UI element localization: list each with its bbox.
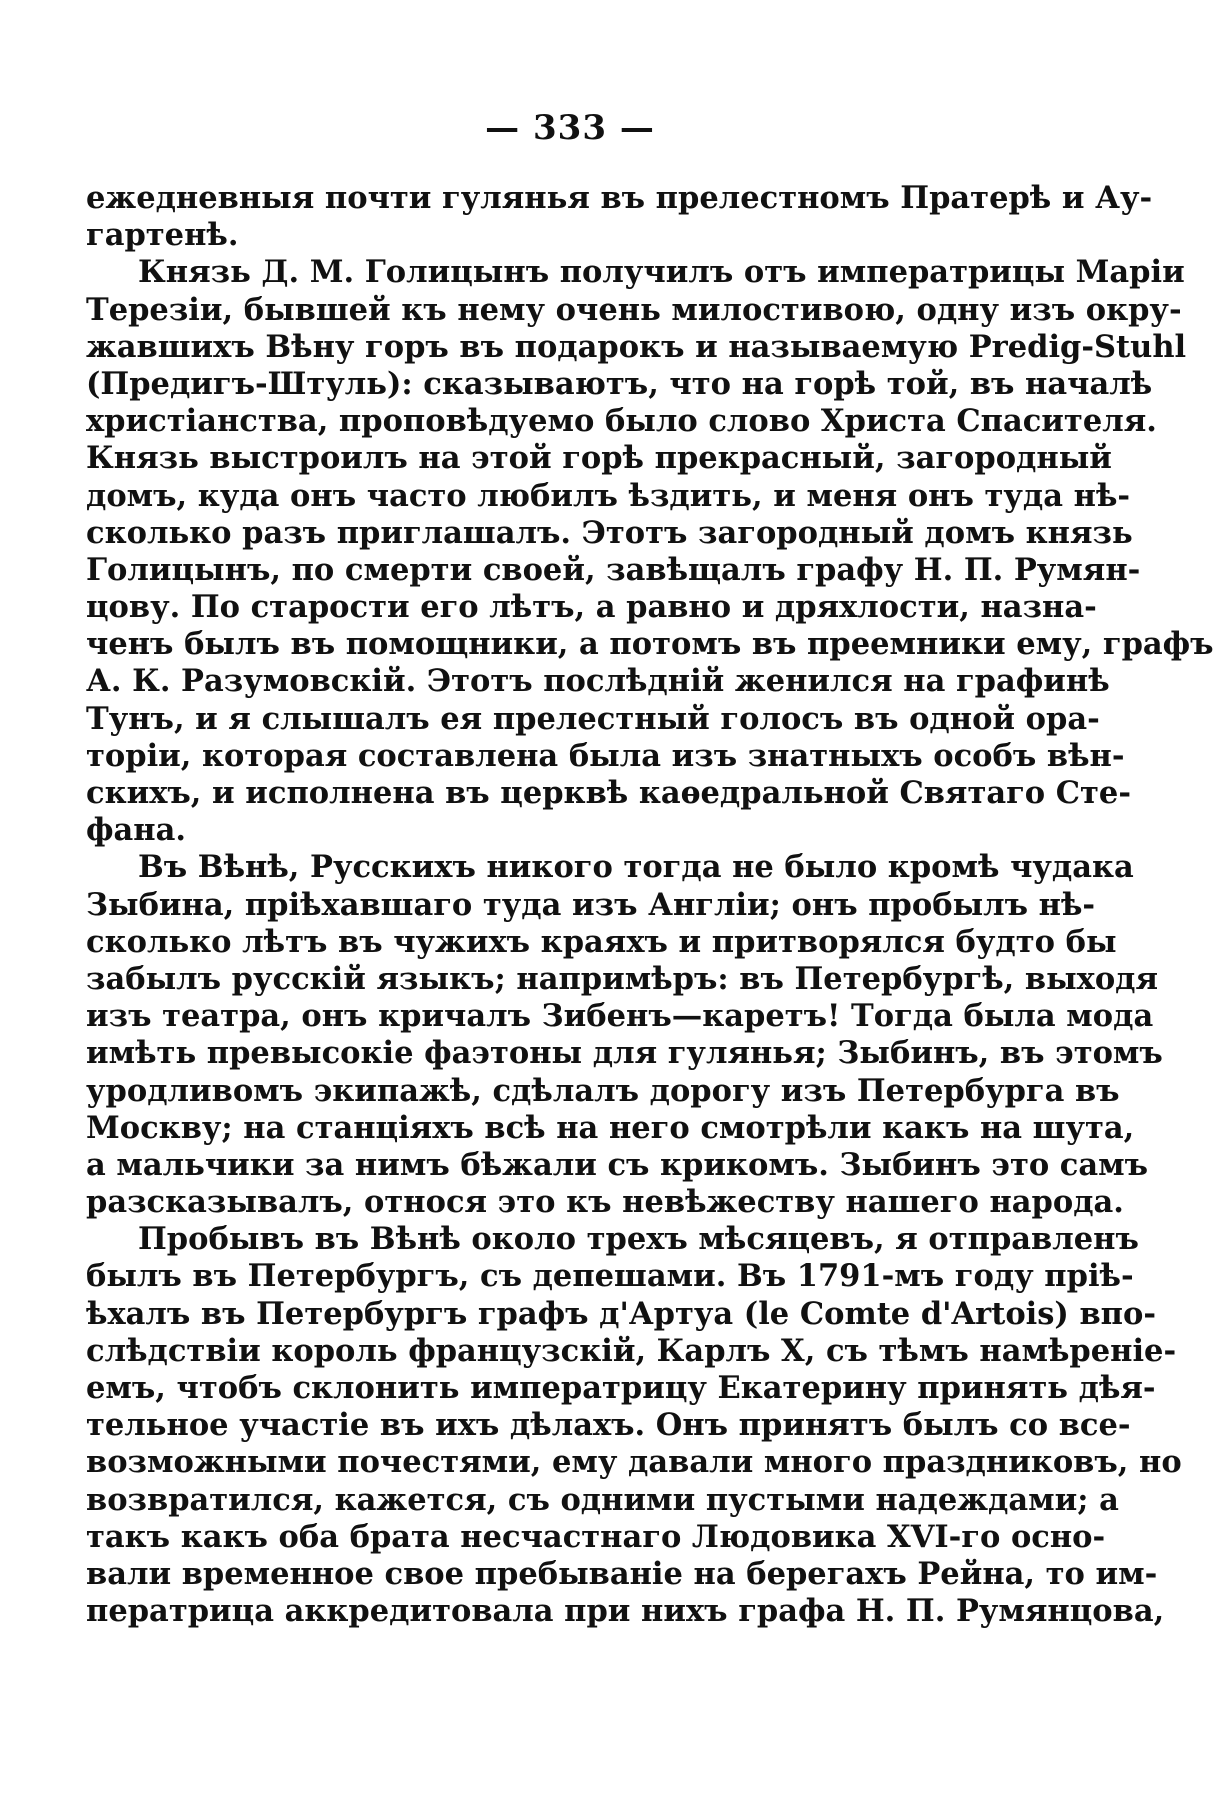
text-line: фана. <box>86 812 186 849</box>
text-line: забылъ русскій языкъ; напримѣръ: въ Петербургѣ, выходя <box>86 960 1159 997</box>
text-line: сколько лѣтъ въ чужихъ краяхъ и притворялся будто бы <box>86 923 1117 960</box>
text-line: скихъ, и исполнена въ церквѣ каѳедральной Святаго Сте- <box>86 775 1131 811</box>
text-line: Москву; на станціяхъ всѣ на него смотрѣли какъ на шута, <box>86 1109 1135 1146</box>
text-line: Князь выстроилъ на этой горѣ прекрасный, загородный <box>86 440 1112 477</box>
text-line: ператрица аккредитовала при нихъ графа Н. П. Румянцова, <box>86 1593 1165 1630</box>
text-line: изъ театра, онъ кричалъ Зибенъ—каретъ! Тогда была мода <box>86 998 1154 1035</box>
paragraph <box>86 254 1214 849</box>
text-line: имѣть превысокіе фаэтоны для гулянья; Зыбинъ, въ этомъ <box>86 1035 1163 1072</box>
text-line: ежедневныя почти гулянья въ прелестномъ Пратерѣ и Ау- <box>86 180 1153 216</box>
text-line: уродливомъ экипажѣ, сдѣлалъ дорогу изъ Петербурга въ <box>86 1072 1120 1109</box>
text-line: сколько разъ приглашалъ. Этотъ загородный домъ князь <box>86 514 1133 551</box>
text-line: былъ въ Петербургъ, съ депешами. Въ 1791-мъ году пріѣ- <box>86 1258 1134 1295</box>
text-line: жавшихъ Вѣну горъ въ подарокъ и называемую Predig-Stuhl <box>86 328 1187 365</box>
text-line: цову. По старости его лѣтъ, а равно и дряхлости, назна- <box>86 589 1097 626</box>
text-line: такъ какъ оба брата несчастнаго Людовика XVI-го осно- <box>86 1518 1106 1555</box>
text-line: Голицынъ, по смерти своей, завѣщалъ графу Н. П. Румян- <box>86 551 1141 588</box>
text-line: возвратился, кажется, съ одними пустыми надеждами; а <box>86 1481 1119 1518</box>
page-number: — 333 — <box>485 108 655 148</box>
text-line: Терезіи, бывшей къ нему очень милостивою, одну изъ окру- <box>86 291 1182 328</box>
text-line: тельное участіе въ ихъ дѣлахъ. Онъ принятъ былъ со все- <box>86 1407 1131 1444</box>
paragraph <box>86 849 1163 1221</box>
body-text <box>86 180 1214 1630</box>
text-line: ѣхалъ въ Петербургъ графъ д'Артуа (le Comte d'Artois) впо- <box>86 1295 1156 1332</box>
text-line: христіанства, проповѣдуемо было слово Христа Спасителя. <box>86 403 1157 440</box>
text-line: А. К. Разумовскій. Этотъ послѣдній женился на графинѣ <box>86 663 1110 700</box>
text-line: возможными почестями, ему давали много праздниковъ, но <box>86 1444 1182 1481</box>
text-line: Зыбина, пріѣхавшаго туда изъ Англіи; онъ пробылъ нѣ- <box>86 886 1096 923</box>
text-line: слѣдствіи король французскій, Карлъ X, съ тѣмъ намѣреніе- <box>86 1332 1177 1369</box>
text-line: Въ Вѣнѣ, Русскихъ никого тогда не было кромѣ чудака <box>138 849 1134 886</box>
paragraph <box>86 180 1153 254</box>
text-line: (Предигъ-Штуль): сказываютъ, что на горѣ той, въ началѣ <box>86 365 1153 402</box>
text-line: а мальчики за нимъ бѣжали съ крикомъ. Зыбинъ это самъ <box>86 1146 1149 1183</box>
text-line: ченъ былъ въ помощники, а потомъ въ преемники ему, графъ <box>86 626 1214 663</box>
text-line: торіи, которая составлена была изъ знатныхъ особъ вѣн- <box>86 737 1125 774</box>
text-line: вали временное свое пребываніе на берегахъ Рейна, то им- <box>86 1555 1158 1592</box>
text-line: домъ, куда онъ часто любилъ ѣздить, и меня онъ туда нѣ- <box>86 477 1131 514</box>
text-line: емъ, чтобъ склонить императрицу Екатерину принять дѣя- <box>86 1370 1156 1406</box>
text-line: разсказывалъ, относя это къ невѣжеству нашего народа. <box>86 1184 1124 1221</box>
text-line: Тунъ, и я слышалъ ея прелестный голосъ въ одной ора- <box>86 700 1100 737</box>
text-line: Пробывъ въ Вѣнѣ около трехъ мѣсяцевъ, я отправленъ <box>138 1221 1139 1258</box>
paragraph <box>86 1221 1182 1630</box>
text-line: Князь Д. М. Голицынъ получилъ отъ императрицы Маріи <box>138 254 1185 291</box>
text-line: гартенѣ. <box>86 217 239 254</box>
